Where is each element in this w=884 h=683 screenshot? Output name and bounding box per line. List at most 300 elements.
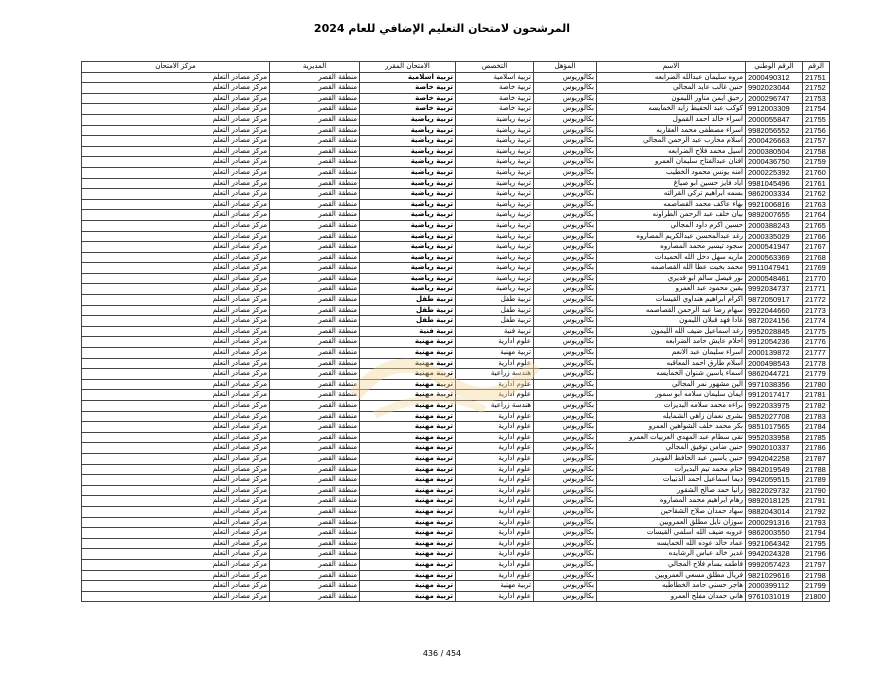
cell-directorate: منطقة القصر — [270, 581, 360, 592]
cell-national-id: 9912003309 — [746, 104, 803, 115]
cell-center: مركز مصادر التعلم — [82, 464, 270, 475]
table-row — [82, 369, 830, 380]
cell-qualification: بكالوريوس — [534, 411, 597, 422]
cell-exam: تربية رياضية — [360, 273, 456, 284]
cell-directorate: منطقة القصر — [270, 591, 360, 602]
cell-specialization: علوم ادارية — [456, 464, 534, 475]
cell-qualification: بكالوريوس — [534, 369, 597, 380]
cell-name: ماريه سهل دخل الله الحميدات — [597, 252, 746, 263]
table-row — [82, 284, 830, 295]
cell-directorate: منطقة القصر — [270, 136, 360, 147]
cell-qualification: بكالوريوس — [534, 72, 597, 83]
cell-national-id: 9971038356 — [746, 379, 803, 390]
cell-name: براءه محمد سلامه البديرات — [597, 401, 746, 412]
cell-national-id: 9922044660 — [746, 305, 803, 316]
cell-specialization: تربية رياضية — [456, 242, 534, 253]
cell-national-id: 2000490312 — [746, 72, 803, 83]
table-row — [82, 189, 830, 200]
cell-specialization: علوم ادارية — [456, 422, 534, 433]
cell-directorate: منطقة القصر — [270, 326, 360, 337]
cell-national-id: 2000380504 — [746, 146, 803, 157]
cell-exam: تربية رياضية — [360, 210, 456, 221]
cell-exam: تربية رياضية — [360, 231, 456, 242]
cell-national-id: 2000541947 — [746, 242, 803, 253]
cell-name: بشرى نعمان زاهي الشمايله — [597, 411, 746, 422]
cell-directorate: منطقة القصر — [270, 464, 360, 475]
cell-center: مركز مصادر التعلم — [82, 93, 270, 104]
cell-num: 21763 — [803, 199, 830, 210]
cell-specialization: تربية رياضية — [456, 136, 534, 147]
table-row — [82, 443, 830, 454]
cell-specialization: تربية طفل — [456, 295, 534, 306]
cell-center: مركز مصادر التعلم — [82, 104, 270, 115]
cell-name: نور فيصل سالم ابو قديري — [597, 273, 746, 284]
cell-name: سوزان نايل مطلق العمرويين — [597, 517, 746, 528]
header-num: الرقم — [803, 62, 830, 73]
cell-specialization: تربية رياضية — [456, 167, 534, 178]
cell-directorate: منطقة القصر — [270, 231, 360, 242]
cell-exam: تربية مهنية — [360, 559, 456, 570]
cell-num: 21796 — [803, 549, 830, 560]
table-row — [82, 464, 830, 475]
cell-directorate: منطقة القصر — [270, 93, 360, 104]
cell-national-id: 2000291316 — [746, 517, 803, 528]
cell-qualification: بكالوريوس — [534, 284, 597, 295]
cell-name: حنين ضامن توفيق المجالي — [597, 443, 746, 454]
cell-center: مركز مصادر التعلم — [82, 326, 270, 337]
cell-national-id: 9992057423 — [746, 559, 803, 570]
table-row — [82, 517, 830, 528]
cell-directorate: منطقة القصر — [270, 358, 360, 369]
cell-exam: تربية رياضية — [360, 199, 456, 210]
cell-center: مركز مصادر التعلم — [82, 570, 270, 581]
cell-name: يقين محمود عبد العمرو — [597, 284, 746, 295]
cell-name: عروبه ضيف الله اسلمي القيسات — [597, 528, 746, 539]
cell-center: مركز مصادر التعلم — [82, 178, 270, 189]
cell-qualification: بكالوريوس — [534, 401, 597, 412]
cell-directorate: منطقة القصر — [270, 263, 360, 274]
cell-qualification: بكالوريوس — [534, 570, 597, 581]
cell-name: هاني حمدان مفلح العمرو — [597, 591, 746, 602]
cell-num: 21769 — [803, 263, 830, 274]
table-row — [82, 379, 830, 390]
cell-num: 21756 — [803, 125, 830, 136]
cell-national-id: 9842019549 — [746, 464, 803, 475]
cell-specialization: تربية رياضية — [456, 157, 534, 168]
cell-qualification: بكالوريوس — [534, 379, 597, 390]
cell-exam: تربية خاصة — [360, 93, 456, 104]
cell-specialization: تربية رياضية — [456, 220, 534, 231]
cell-center: مركز مصادر التعلم — [82, 591, 270, 602]
table-row — [82, 167, 830, 178]
cell-qualification: بكالوريوس — [534, 125, 597, 136]
cell-qualification: بكالوريوس — [534, 210, 597, 221]
cell-qualification: بكالوريوس — [534, 273, 597, 284]
cell-center: مركز مصادر التعلم — [82, 390, 270, 401]
cell-directorate: منطقة القصر — [270, 199, 360, 210]
cell-specialization: علوم ادارية — [456, 528, 534, 539]
cell-qualification: بكالوريوس — [534, 591, 597, 602]
table-row — [82, 358, 830, 369]
cell-name: فاطمه بسام فلاح المجالي — [597, 559, 746, 570]
cell-num: 21795 — [803, 538, 830, 549]
cell-specialization: تربية طفل — [456, 316, 534, 327]
table-row — [82, 485, 830, 496]
cell-directorate: منطقة القصر — [270, 167, 360, 178]
cell-directorate: منطقة القصر — [270, 305, 360, 316]
cell-directorate: منطقة القصر — [270, 422, 360, 433]
cell-directorate: منطقة القصر — [270, 528, 360, 539]
table-row — [82, 475, 830, 486]
cell-exam: تربية رياضية — [360, 242, 456, 253]
table-row — [82, 496, 830, 507]
cell-num: 21780 — [803, 379, 830, 390]
cell-name: بكر محمد خلف الشواهين العمرو — [597, 422, 746, 433]
cell-name: امنه يونس محمود الخطيب — [597, 167, 746, 178]
cell-exam: تربية طفل — [360, 295, 456, 306]
cell-center: مركز مصادر التعلم — [82, 157, 270, 168]
cell-directorate: منطقة القصر — [270, 570, 360, 581]
cell-name: كوكب عبد الحفيظ زايد الخمايسه — [597, 104, 746, 115]
cell-center: مركز مصادر التعلم — [82, 485, 270, 496]
cell-directorate: منطقة القصر — [270, 432, 360, 443]
cell-directorate: منطقة القصر — [270, 443, 360, 454]
cell-national-id: 9942024328 — [746, 549, 803, 560]
cell-directorate: منطقة القصر — [270, 104, 360, 115]
cell-num: 21771 — [803, 284, 830, 295]
cell-name: رغد عبدالمحسن عبدالكريم المصاروه — [597, 231, 746, 242]
cell-exam: تربية مهنية — [360, 358, 456, 369]
cell-specialization: علوم ادارية — [456, 506, 534, 517]
cell-center: مركز مصادر التعلم — [82, 475, 270, 486]
cell-qualification: بكالوريوس — [534, 485, 597, 496]
cell-name: بيان خلف عبد الرحمن الطراونه — [597, 210, 746, 221]
table-row — [82, 83, 830, 94]
cell-exam: تربية خاصة — [360, 104, 456, 115]
cell-qualification: بكالوريوس — [534, 475, 597, 486]
cell-num: 21752 — [803, 83, 830, 94]
cell-exam: تربية مهنية — [360, 390, 456, 401]
cell-exam: تربية مهنية — [360, 337, 456, 348]
cell-exam: تربية مهنية — [360, 348, 456, 359]
cell-center: مركز مصادر التعلم — [82, 284, 270, 295]
cell-qualification: بكالوريوس — [534, 114, 597, 125]
cell-num: 21783 — [803, 411, 830, 422]
cell-directorate: منطقة القصر — [270, 125, 360, 136]
cell-exam: تربية مهنية — [360, 369, 456, 380]
cell-num: 21768 — [803, 252, 830, 263]
cell-num: 21770 — [803, 273, 830, 284]
cell-exam: تربية رياضية — [360, 252, 456, 263]
cell-exam: تربية طفل — [360, 305, 456, 316]
cell-directorate: منطقة القصر — [270, 348, 360, 359]
cell-name: عماد خالد عوده الله الخمايسه — [597, 538, 746, 549]
cell-num: 21798 — [803, 570, 830, 581]
cell-exam: تربية مهنية — [360, 401, 456, 412]
cell-center: مركز مصادر التعلم — [82, 538, 270, 549]
cell-center: مركز مصادر التعلم — [82, 316, 270, 327]
cell-num: 21761 — [803, 178, 830, 189]
table-row — [82, 93, 830, 104]
cell-specialization: تربية رياضية — [456, 210, 534, 221]
cell-qualification: بكالوريوس — [534, 559, 597, 570]
cell-exam: تربية رياضية — [360, 146, 456, 157]
cell-num: 21776 — [803, 337, 830, 348]
cell-exam: تربية رياضية — [360, 178, 456, 189]
cell-directorate: منطقة القصر — [270, 242, 360, 253]
cell-specialization: تربية مهنية — [456, 348, 534, 359]
cell-exam: تربية مهنية — [360, 538, 456, 549]
cell-exam: تربية رياضية — [360, 157, 456, 168]
cell-exam: تربية مهنية — [360, 591, 456, 602]
cell-name: اكرام ابراهيم هنداوي القيسات — [597, 295, 746, 306]
cell-exam: تربية رياضية — [360, 263, 456, 274]
cell-exam: تربية مهنية — [360, 549, 456, 560]
cell-directorate: منطقة القصر — [270, 157, 360, 168]
cell-center: مركز مصادر التعلم — [82, 72, 270, 83]
cell-name: مروه سليمان عبدالله الضرابعه — [597, 72, 746, 83]
page-title: المرشحون لامتحان التعليم الإضافي للعام 2024 — [313, 22, 571, 35]
cell-num: 21754 — [803, 104, 830, 115]
cell-center: مركز مصادر التعلم — [82, 83, 270, 94]
cell-num: 21766 — [803, 231, 830, 242]
table-body — [82, 72, 830, 602]
cell-qualification: بكالوريوس — [534, 581, 597, 592]
cell-specialization: علوم ادارية — [456, 549, 534, 560]
cell-qualification: بكالوريوس — [534, 220, 597, 231]
cell-specialization: علوم ادارية — [456, 411, 534, 422]
cell-name: اسراء سليمان عبد الانعم — [597, 348, 746, 359]
cell-specialization: علوم ادارية — [456, 453, 534, 464]
table-row — [82, 210, 830, 221]
cell-directorate: منطقة القصر — [270, 210, 360, 221]
cell-num: 21799 — [803, 581, 830, 592]
cell-directorate: منطقة القصر — [270, 379, 360, 390]
table-row — [82, 559, 830, 570]
cell-exam: تربية رياضية — [360, 220, 456, 231]
cell-center: مركز مصادر التعلم — [82, 252, 270, 263]
cell-specialization: تربية رياضية — [456, 125, 534, 136]
cell-num: 21765 — [803, 220, 830, 231]
cell-center: مركز مصادر التعلم — [82, 210, 270, 221]
cell-exam: تربية مهنية — [360, 581, 456, 592]
cell-exam: تربية مهنية — [360, 485, 456, 496]
header-directorate: المديرية — [270, 62, 360, 73]
cell-specialization: تربية خاصة — [456, 93, 534, 104]
cell-center: مركز مصادر التعلم — [82, 242, 270, 253]
cell-national-id: 2000055847 — [746, 114, 803, 125]
cell-specialization: علوم ادارية — [456, 379, 534, 390]
cell-num: 21790 — [803, 485, 830, 496]
cell-specialization: تربية خاصة — [456, 104, 534, 115]
cell-specialization: تربية رياضية — [456, 284, 534, 295]
cell-exam: تربية رياضية — [360, 136, 456, 147]
cell-name: ختام محمد تيم البديرات — [597, 464, 746, 475]
cell-num: 21781 — [803, 390, 830, 401]
table-row — [82, 146, 830, 157]
cell-center: مركز مصادر التعلم — [82, 136, 270, 147]
header-qualification: المؤهل — [534, 62, 597, 73]
cell-directorate: منطقة القصر — [270, 273, 360, 284]
cell-num: 21778 — [803, 358, 830, 369]
cell-exam: تربية مهنية — [360, 570, 456, 581]
cell-national-id: 2000563369 — [746, 252, 803, 263]
cell-directorate: منطقة القصر — [270, 453, 360, 464]
table-row — [82, 422, 830, 433]
cell-exam: تربية مهنية — [360, 528, 456, 539]
table-row — [82, 337, 830, 348]
cell-specialization: علوم ادارية — [456, 485, 534, 496]
cell-directorate: منطقة القصر — [270, 369, 360, 380]
cell-exam: تربية اسلامية — [360, 72, 456, 83]
cell-exam: تربية مهنية — [360, 496, 456, 507]
cell-name: محمد بخيت عطا الله القصاصمه — [597, 263, 746, 274]
table-row — [82, 506, 830, 517]
cell-directorate: منطقة القصر — [270, 517, 360, 528]
cell-exam: تربية مهنية — [360, 379, 456, 390]
cell-qualification: بكالوريوس — [534, 538, 597, 549]
cell-specialization: علوم ادارية — [456, 591, 534, 602]
table-row — [82, 231, 830, 242]
cell-directorate: منطقة القصر — [270, 411, 360, 422]
cell-specialization: تربية رياضية — [456, 263, 534, 274]
table-row — [82, 549, 830, 560]
cell-national-id: 9981045496 — [746, 178, 803, 189]
cell-qualification: بكالوريوس — [534, 167, 597, 178]
cell-exam: تربية فنية — [360, 326, 456, 337]
cell-exam: تربية مهنية — [360, 432, 456, 443]
cell-qualification: بكالوريوس — [534, 496, 597, 507]
cell-national-id: 2000225392 — [746, 167, 803, 178]
cell-center: مركز مصادر التعلم — [82, 369, 270, 380]
cell-qualification: بكالوريوس — [534, 506, 597, 517]
cell-center: مركز مصادر التعلم — [82, 189, 270, 200]
cell-num: 21779 — [803, 369, 830, 380]
cell-directorate: منطقة القصر — [270, 72, 360, 83]
candidates-table — [81, 61, 830, 602]
cell-specialization: تربية رياضية — [456, 178, 534, 189]
cell-num: 21789 — [803, 475, 830, 486]
cell-num: 21753 — [803, 93, 830, 104]
cell-specialization: تربية اسلامية — [456, 72, 534, 83]
cell-num: 21757 — [803, 136, 830, 147]
cell-national-id: 9952033958 — [746, 432, 803, 443]
cell-specialization: تربية رياضية — [456, 252, 534, 263]
cell-center: مركز مصادر التعلم — [82, 506, 270, 517]
cell-national-id: 9921006816 — [746, 199, 803, 210]
cell-directorate: منطقة القصر — [270, 178, 360, 189]
cell-exam: تربية مهنية — [360, 422, 456, 433]
table-row — [82, 104, 830, 115]
cell-qualification: بكالوريوس — [534, 189, 597, 200]
cell-specialization: علوم ادارية — [456, 358, 534, 369]
cell-qualification: بكالوريوس — [534, 157, 597, 168]
cell-exam: تربية مهنية — [360, 517, 456, 528]
cell-qualification: بكالوريوس — [534, 263, 597, 274]
cell-num: 21773 — [803, 305, 830, 316]
cell-qualification: بكالوريوس — [534, 305, 597, 316]
cell-directorate: منطقة القصر — [270, 295, 360, 306]
cell-num: 21760 — [803, 167, 830, 178]
cell-center: مركز مصادر التعلم — [82, 337, 270, 348]
cell-national-id: 9872050917 — [746, 295, 803, 306]
cell-national-id: 9862044721 — [746, 369, 803, 380]
cell-national-id: 9882043014 — [746, 506, 803, 517]
cell-national-id: 2000388243 — [746, 220, 803, 231]
cell-name: الين مشهور نمر المجالي — [597, 379, 746, 390]
cell-center: مركز مصادر التعلم — [82, 231, 270, 242]
cell-specialization: هندسة زراعية — [456, 401, 534, 412]
cell-specialization: علوم ادارية — [456, 337, 534, 348]
cell-national-id: 9912054236 — [746, 337, 803, 348]
cell-specialization: تربية رياضية — [456, 199, 534, 210]
cell-national-id: 2000498543 — [746, 358, 803, 369]
cell-specialization: تربية رياضية — [456, 146, 534, 157]
cell-name: حنين ياسين عبد الحافظ القويدر — [597, 453, 746, 464]
cell-specialization: علوم ادارية — [456, 538, 534, 549]
cell-num: 21755 — [803, 114, 830, 125]
cell-center: مركز مصادر التعلم — [82, 581, 270, 592]
cell-national-id: 9872024156 — [746, 316, 803, 327]
cell-qualification: بكالوريوس — [534, 528, 597, 539]
cell-num: 21777 — [803, 348, 830, 359]
cell-name: بسمه ابراهيم تركي القرالته — [597, 189, 746, 200]
table-row — [82, 401, 830, 412]
cell-name: اسلام محارب عبد الرحمن المجالي — [597, 136, 746, 147]
cell-national-id: 9911047941 — [746, 263, 803, 274]
cell-center: مركز مصادر التعلم — [82, 528, 270, 539]
cell-qualification: بكالوريوس — [534, 83, 597, 94]
table-row — [82, 411, 830, 422]
cell-qualification: بكالوريوس — [534, 231, 597, 242]
cell-directorate: منطقة القصر — [270, 83, 360, 94]
cell-num: 21758 — [803, 146, 830, 157]
cell-qualification: بكالوريوس — [534, 422, 597, 433]
cell-qualification: بكالوريوس — [534, 337, 597, 348]
table-row — [82, 326, 830, 337]
table-row — [82, 114, 830, 125]
cell-directorate: منطقة القصر — [270, 390, 360, 401]
cell-directorate: منطقة القصر — [270, 252, 360, 263]
cell-exam: تربية رياضية — [360, 114, 456, 125]
cell-exam: تربية خاصة — [360, 83, 456, 94]
cell-qualification: بكالوريوس — [534, 136, 597, 147]
cell-name: اسلام طارق احمد المعاقبه — [597, 358, 746, 369]
cell-specialization: علوم ادارية — [456, 443, 534, 454]
cell-center: مركز مصادر التعلم — [82, 358, 270, 369]
cell-center: مركز مصادر التعلم — [82, 453, 270, 464]
table-row — [82, 390, 830, 401]
cell-exam: تربية مهنية — [360, 443, 456, 454]
table-row — [82, 125, 830, 136]
cell-specialization: تربية رياضية — [456, 273, 534, 284]
cell-specialization: تربية رياضية — [456, 189, 534, 200]
cell-name: سجود تيسير محمد المصاروه — [597, 242, 746, 253]
header-specialization: التخصص — [456, 62, 534, 73]
cell-center: مركز مصادر التعلم — [82, 220, 270, 231]
cell-qualification: بكالوريوس — [534, 104, 597, 115]
cell-center: مركز مصادر التعلم — [82, 273, 270, 284]
table-row — [82, 252, 830, 263]
cell-num: 21787 — [803, 453, 830, 464]
cell-national-id: 9982056552 — [746, 125, 803, 136]
cell-national-id: 2000335029 — [746, 231, 803, 242]
cell-name: رغد اسماعيل ضيف الله الليمون — [597, 326, 746, 337]
table-row — [82, 305, 830, 316]
cell-num: 21772 — [803, 295, 830, 306]
cell-center: مركز مصادر التعلم — [82, 549, 270, 560]
cell-num: 21797 — [803, 559, 830, 570]
